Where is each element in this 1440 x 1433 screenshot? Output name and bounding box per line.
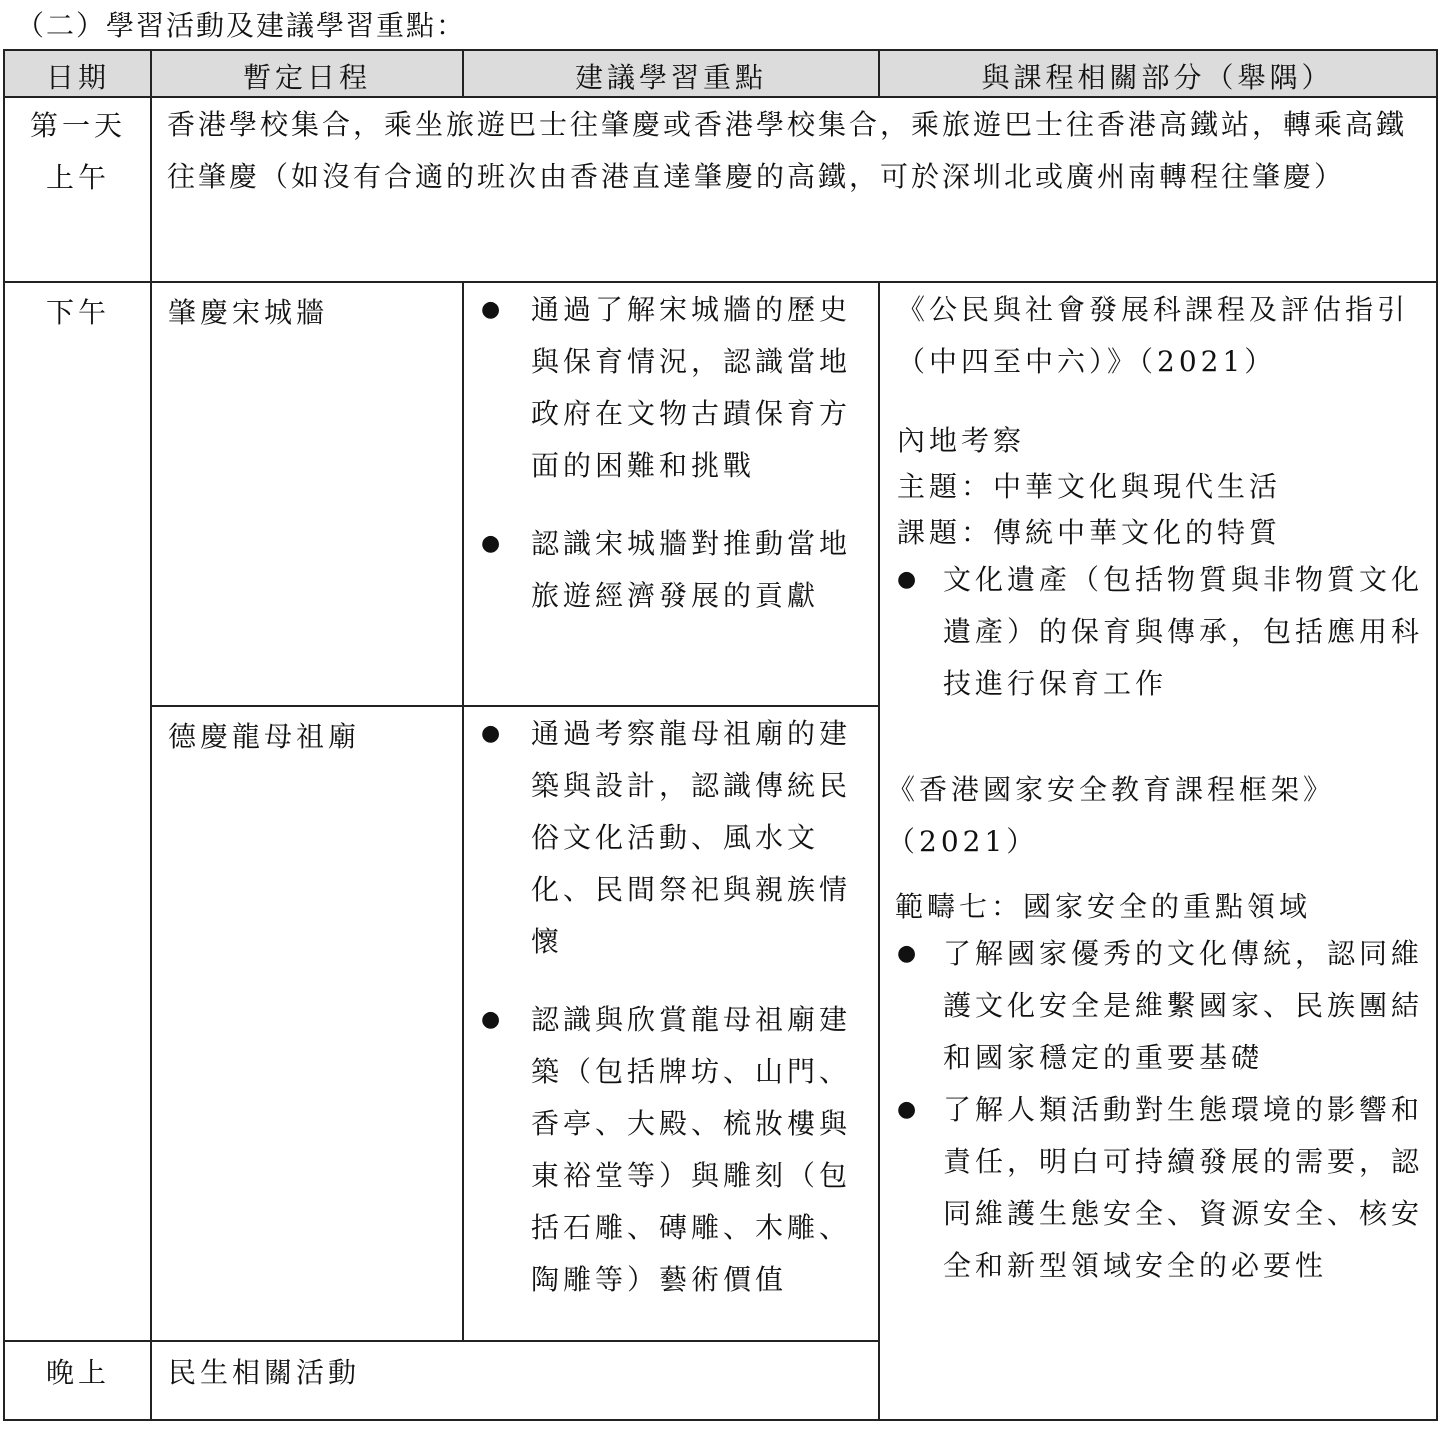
date-morning: 上午 — [45, 161, 110, 194]
point-text: 認識與欣賞龍母祖廟建築（包括牌坊、山門、香亭、大殿、梳妝樓與東裕堂等）與雕刻（包括石雕、磚雕、木雕、陶雕等）藝術價值 — [531, 1003, 852, 1296]
bullet-icon: ● — [481, 531, 505, 556]
date-day1: 第一天 — [29, 109, 126, 142]
list-item — [467, 284, 867, 492]
col-divider-date — [150, 51, 152, 1419]
curriculum-doc1-theme: 主題：中華文化與現代生活 — [897, 470, 1282, 503]
col-divider-points — [878, 282, 880, 1419]
date-evening: 晚上 — [45, 1356, 110, 1389]
header-divider — [5, 96, 1436, 98]
point-text: 了解人類活動對生態環境的影響和責任，明白可持續發展的需要，認同維護生態安全、資源安全、核安全和新型領域安全的必要性 — [943, 1093, 1424, 1282]
bullet-icon: ● — [897, 567, 921, 592]
point-text: 通過考察龍母祖廟的建築與設計，認識傳統民俗文化活動、風水文化、民間祭祀與親族情懷 — [531, 717, 852, 958]
itinerary-table — [3, 49, 1438, 1421]
curriculum-doc1-title: 《公民與社會發展科課程及評估指引（中四至中六）》（2021） — [897, 293, 1410, 378]
point-text: 認識宋城牆對推動當地旅遊經濟發展的貢獻 — [531, 527, 852, 612]
bullet-icon: ● — [481, 721, 505, 746]
points-longmu-temple — [467, 708, 867, 1332]
bullet-icon: ● — [481, 1007, 505, 1032]
list-item — [467, 708, 867, 968]
header-schedule: 暫定日程 — [242, 61, 371, 94]
morning-schedule-text: 香港學校集合，乘坐旅遊巴士往肇慶或香港學校集合，乘旅遊巴士往香港高鐵站，轉乘高鐵往肇慶（如沒有合適的班次由香港直達肇慶的高鐵，可於深圳北或廣州南轉程往肇慶） — [167, 108, 1408, 193]
list-item — [467, 994, 867, 1306]
bullet-icon: ● — [897, 1097, 921, 1122]
point-text: 文化遺產（包括物質與非物質文化遺產）的保育與傳承，包括應用科技進行保育工作 — [943, 563, 1424, 700]
header-date: 日期 — [45, 61, 110, 94]
curriculum-doc2-points — [897, 928, 1431, 1292]
header-curriculum: 與課程相關部分（舉隅） — [981, 61, 1334, 94]
schedule-longmu-temple: 德慶龍母祖廟 — [168, 720, 361, 753]
col-divider-schedule — [462, 282, 464, 1341]
curriculum-doc1-section: 內地考察 — [897, 424, 1026, 457]
header-learning-points: 建議學習重點 — [574, 61, 767, 94]
bullet-icon: ● — [897, 941, 921, 966]
curriculum-doc1-points — [897, 554, 1431, 710]
list-item — [897, 928, 1431, 1084]
points-song-city-wall — [467, 284, 867, 648]
morning-row-divider — [5, 281, 1436, 283]
section-heading: （二）學習活動及建議學習重點： — [16, 9, 467, 42]
point-text: 通過了解宋城牆的歷史與保育情況，認識當地政府在文物古蹟保育方面的困難和挑戰 — [531, 293, 852, 482]
curriculum-doc2-title: 《香港國家安全教育課程框架》（2021） — [887, 773, 1336, 858]
schedule-song-city-wall: 肇慶宋城牆 — [168, 296, 329, 329]
afternoon-item-divider — [151, 705, 879, 707]
list-item — [467, 518, 867, 622]
schedule-evening: 民生相關活動 — [168, 1356, 361, 1389]
curriculum-doc1-topic: 課題：傳統中華文化的特質 — [897, 516, 1282, 549]
curriculum-doc2-scope: 範疇七：國家安全的重點領域 — [895, 890, 1312, 923]
evening-row-divider — [5, 1340, 879, 1342]
date-afternoon: 下午 — [45, 296, 110, 329]
bullet-icon: ● — [481, 297, 505, 322]
list-item — [897, 554, 1431, 710]
point-text: 了解國家優秀的文化傳統，認同維護文化安全是維繫國家、民族團結和國家穩定的重要基礎 — [943, 937, 1424, 1074]
list-item — [897, 1084, 1431, 1292]
